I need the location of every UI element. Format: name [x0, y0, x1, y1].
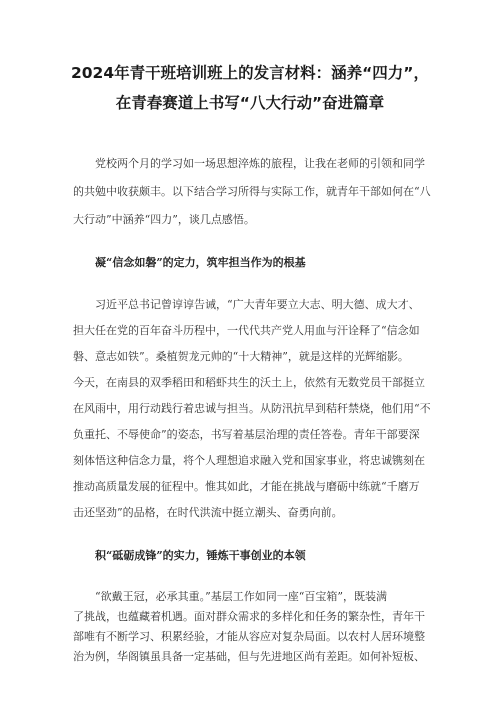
body-line: 在风雨中，用行动践行着忠诚与担当。从防汛抗旱到秸秆禁烧，他们用“不: [73, 402, 431, 415]
intro-line: 大行动”中涵养“四力”，谈几点感悟。: [73, 213, 255, 226]
section-heading-2: 积“砥砺成锋”的实力，锤炼干事创业的本领: [73, 549, 306, 562]
body-line: 担大任在党的百年奋斗历程中，一代代共产党人用血与汗诠释了“信念如: [73, 324, 420, 337]
intro-line: 的共勉中收获颇丰。以下结合学习所得与实际工作，就青年干部如何在“八: [73, 185, 431, 198]
intro-line: 党校两个月的学习如一场思想淬炼的旅程，让我在老师的引领和同学: [73, 157, 425, 170]
body-line: 击还坚劲”的品格，在时代洪流中挺立潮头、奋勇向前。: [73, 506, 343, 519]
body-line: “欲戴王冠，必承其重。”基层工作如同一座“百宝箱”，既装满: [73, 590, 387, 603]
body-line: 习近平总书记曾谆谆告诫，“广大青年要立大志、明大德、成大才、: [73, 298, 420, 311]
body-line: 推动高质量发展的征程中。惟其如此，才能在挑战与磨砺中练就“千磨万: [73, 480, 420, 493]
document-title-line-2: 在青春赛道上书写“八大行动”奋进篇章: [115, 94, 385, 112]
body-line: 今天，在南县的双季稻田和稻虾共生的沃土上，依然有无数党员干部挺立: [73, 376, 425, 389]
body-line: 负重托、不辱使命”的姿态，书写着基层治理的责任答卷。青年干部要深: [73, 428, 420, 441]
body-line: 刻体悟这种信念力量，将个人理想追求融入党和国家事业，将忠诚镌刻在: [73, 454, 425, 467]
body-line: 了挑战，也蕴藏着机遇。面对群众需求的多样化和任务的繁杂性，青年干: [73, 610, 425, 623]
section-heading-1: 凝“信念如磐”的定力，筑牢担当作为的根基: [73, 256, 306, 269]
body-line: 部唯有不断学习、积累经验，才能从容应对复杂局面。以农村人居环境整: [73, 630, 425, 643]
body-line: 磐、意志如铁”。桑植贺龙元帅的“十大精神”，就是这样的光辉缩影。: [73, 350, 409, 363]
document-title-line-1: 2024年青干班培训班上的发言材料：涵养“四力”，: [70, 64, 429, 82]
body-line: 治为例，华阁镇虽具备一定基础，但与先进地区尚有差距。如何补短板、: [73, 650, 425, 663]
